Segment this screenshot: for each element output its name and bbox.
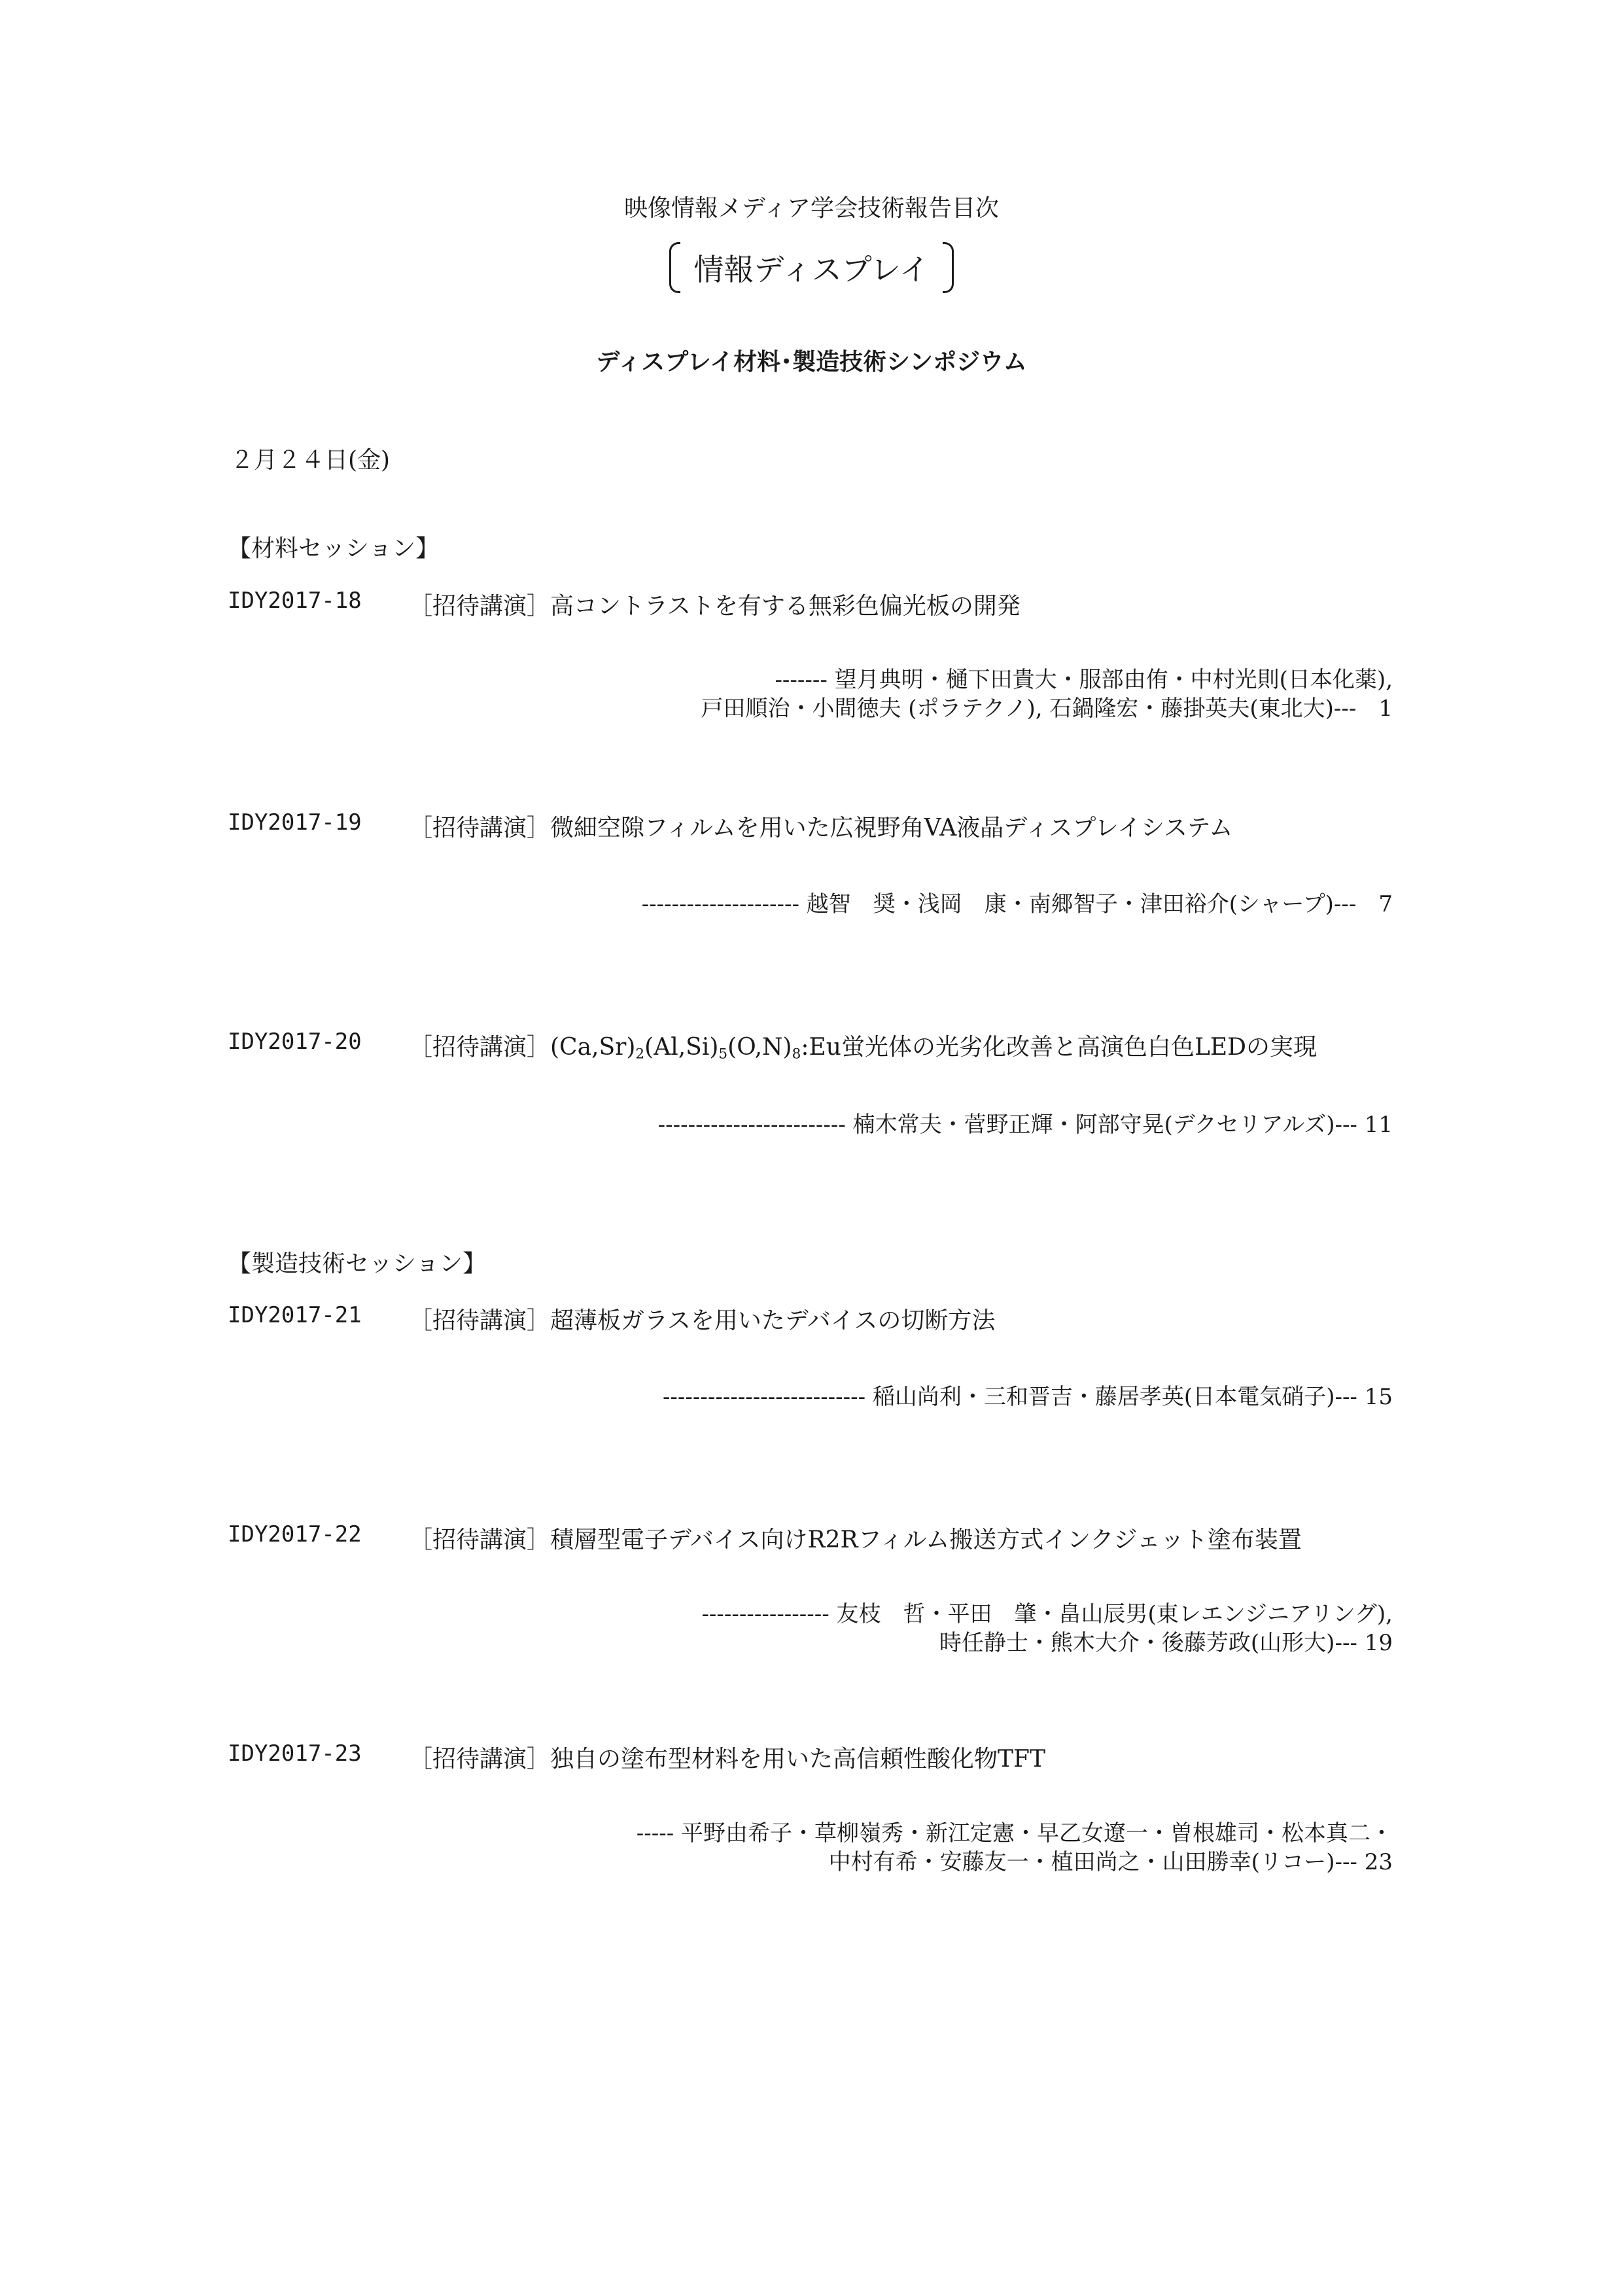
paper-id: IDY2017-23 [228,1740,362,1767]
authors-line: --------------------- 越智 奨・浅岡 康・南郷智子・津田裕介(シャープ)--- 7 [641,891,1393,917]
session-heading-manufacturing: 【製造技術セッション】 [228,1250,487,1277]
paper-title: ［招待講演$](Ca,Sr)_2(Al,Si)_5(O,N)_8:Eu$蛍光体の光劣化改善と高演色白色LEDの実現 [409,1034,1317,1063]
paper-authors [701,1600,1393,1657]
session-date: ２月２４日(金) [230,447,391,474]
category-heading [0,242,1623,296]
right-bracket [943,242,954,293]
paper-id: IDY2017-18 [228,588,362,614]
left-bracket [669,242,680,293]
authors-line: 時任静士・熊木大介・後藤芳政(山形大)--- 19 [939,1630,1393,1656]
paper-title: ［招待講演］積層型電子デバイス向けR2Rフィルム搬送方式インクジェット塗布装置 [409,1527,1302,1553]
paper-authors [642,890,1393,919]
paper-authors [658,1110,1393,1139]
paper-id: IDY2017-19 [228,809,362,836]
session-heading-materials: 【材料セッション】 [228,535,440,562]
paper-authors [701,665,1393,723]
authors-line: 戸田順治・小間徳夫 (ポラテクノ), 石鍋隆宏・藤掛英夫(東北大)--- 1 [701,696,1393,722]
authors-line: ----- 平野由希子・草柳嶺秀・新江定憲・早乙女遼一・曽根雄司・松本真二・ [636,1820,1393,1846]
authors-line: --------------------------- 稲山尚利・三和晋吉・藤居孝英(日本電気硝子)--- 15 [662,1384,1393,1410]
authors-line: 中村有希・安藤友一・植田尚之・山田勝幸(リコー)--- 23 [828,1849,1393,1875]
authors-line: ----------------- 友枝 哲・平田 肇・畠山辰男(東レエンジニアリング), [701,1601,1393,1627]
paper-title: ［招待講演］独自の塗布型材料を用いた高信頼性酸化物TFT [409,1746,1046,1773]
authors-line: ------------------------- 楠木常夫・菅野正輝・阿部守晃(デクセリアルズ)--- 11 [657,1112,1393,1138]
paper-title: ［招待講演］超薄板ガラスを用いたデバイスの切断方法 [409,1307,996,1334]
paper-authors [663,1383,1393,1411]
paper-id: IDY2017-20 [228,1029,362,1055]
report-title: 映像情報メディア学会技術報告目次 [623,195,1000,222]
category-title: 情報ディスプレイ [693,252,930,287]
paper-id: IDY2017-22 [228,1521,362,1547]
paper-title: ［招待講演］高コントラストを有する無彩色偏光板の開発 [409,593,1021,620]
authors-line: ------- 望月典明・樋下田貴大・服部由侑・中村光則(日本化薬), [775,667,1393,693]
paper-id: IDY2017-21 [228,1302,362,1328]
paper-title: ［招待講演］微細空隙フィルムを用いた広視野角VA液晶ディスプレイシステム [409,815,1233,841]
symposium-title: ディスプレイ材料･製造技術シンポジウム [596,349,1027,376]
paper-authors [637,1819,1393,1877]
